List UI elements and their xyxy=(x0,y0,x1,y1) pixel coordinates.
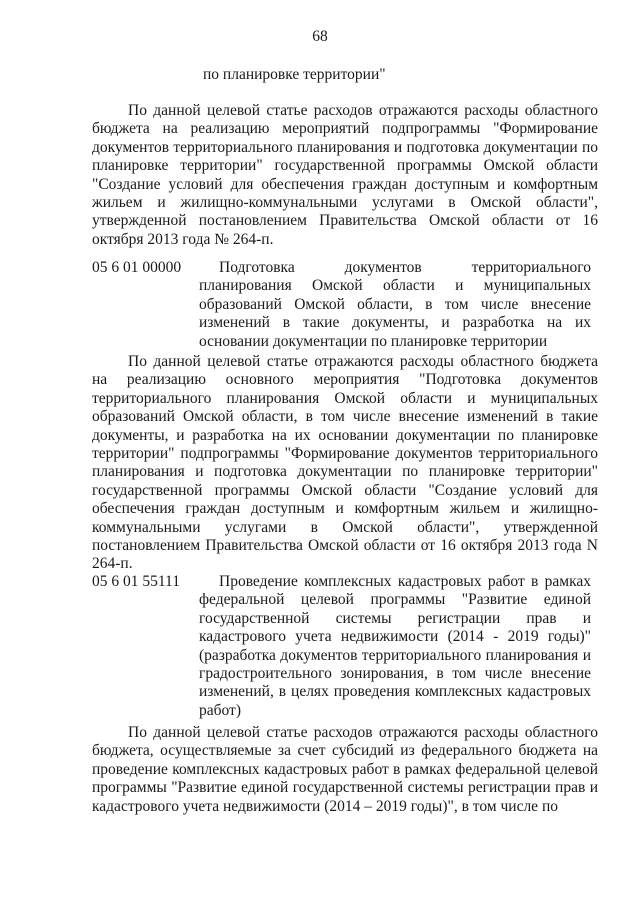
continuation-line: по планировке территории" xyxy=(203,66,386,83)
budget-code: 05 6 01 55111 xyxy=(92,573,180,590)
paragraph xyxy=(92,353,598,574)
paragraph xyxy=(92,724,598,816)
paragraph-text: По данной целевой статье расходов отражаются расходы областного бюджета на реализацию мероприятий подпрограммы "Формирование документов территориального планирования и подготовка документации по планировке территории" государственной программы Омской области "Создание условий для обеспечения граждан доступным и комфортным жильем и жилищно-коммунальными услугами в Омской области", утвержденной постановлением Правительства Омской области от 16 октября 2013 года № 264-п. xyxy=(92,102,598,248)
budget-code-description xyxy=(199,259,591,351)
page-number: 68 xyxy=(312,28,328,45)
budget-code-description xyxy=(199,573,591,720)
paragraph-text: По данной целевой статье расходов отражаются расходы областного бюджета, осуществляемые за счет субсидий из федерального бюджета на проведение комплексных кадастровых работ в рамках федеральной целевой программы "Развитие единой государственной системы регистрации прав и кадастрового учета недвижимости (2014 – 2019 годы)", в том числе по xyxy=(92,724,598,815)
description-text: Проведение комплексных кадастровых работ в рамках федеральной целевой программы "Развитие единой государственной системы регистрации прав и кадастрового учета недвижимости (2014 - 2019 годы)" (разработка документов территориального планирования и градостроительного зонирования, в том числе внесение изменений, в целях проведения комплексных кадастровых работ) xyxy=(199,573,591,719)
paragraph xyxy=(92,102,598,249)
description-text: Подготовка документов территориального планирования Омской области и муниципальных образований Омской области, в том числе внесение изменений в такие документы, и разработка на их основании документации по планировке территории xyxy=(199,259,591,350)
budget-code: 05 6 01 00000 xyxy=(92,259,182,276)
paragraph-text: По данной целевой статье отражаются расходы областного бюджета на реализацию основного мероприятия "Подготовка документов территориального планирования Омской области и муниципальных образований Омской области, в том числе внесение изменений в такие документы, и разработка на их основании документации по планировке территории" подпрограммы "Формирование документов территориального планирования и подготовка документации по планировке территории" государственной программы Омской области "Создание условий для обеспечения граждан доступным и комфортным жильем и жилищно-коммунальными услугами в Омской области", утвержденной постановлением Правительства Омской области от 16 октября 2013 года N 264-п. xyxy=(92,353,598,573)
